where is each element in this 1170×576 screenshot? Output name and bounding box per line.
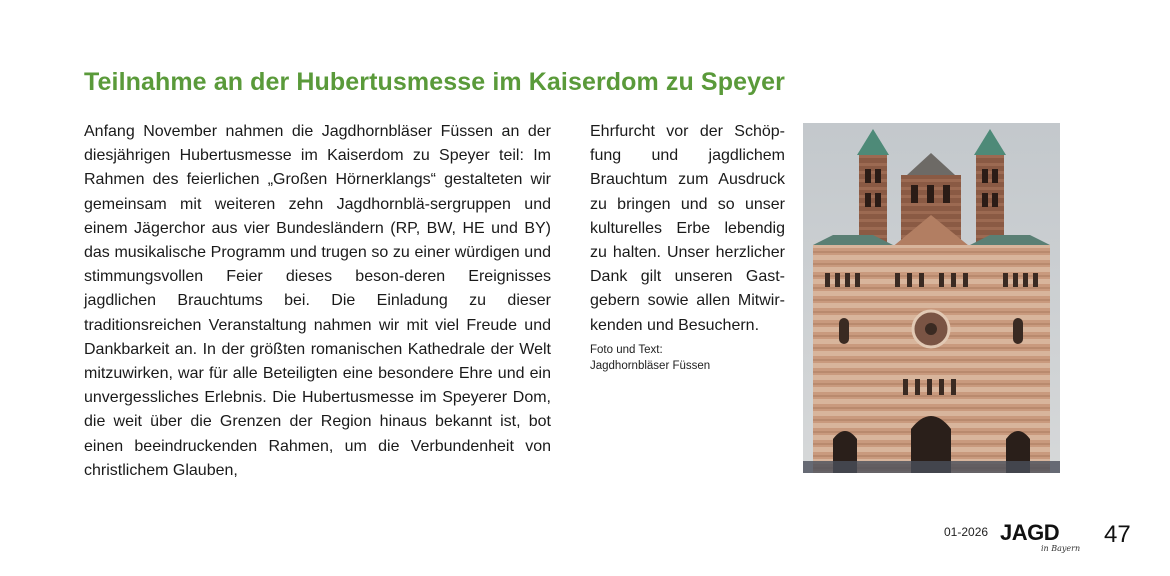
article-headline: Teilnahme an der Hubertusmesse im Kaiserdom zu Speyer (84, 68, 785, 96)
cathedral-illustration (803, 123, 1060, 473)
page-number: 47 (1104, 521, 1131, 548)
cathedral-photo (803, 123, 1060, 473)
photo-credit (590, 342, 710, 374)
article-column-2: Ehrfurcht vor der Schöp-fung und jagdlichem Brauchtum zum Ausdruck zu bringen und so unser kulturelles Erbe lebendig zu halten. Unser herzlicher Dank gilt unseren Gast-gebern sowie allen Mitwir-kenden und Besuchern. (590, 123, 785, 334)
magazine-logo-subtitle: in Bayern (1041, 544, 1081, 553)
article-column-1: Anfang November nahmen die Jagdhornbläser Füssen an der diesjährigen Hubertusmesse im Kaiserdom zu Speyer teil: Im Rahmen des feierlichen „Großen Hörnerklangs“ gestalteten wir gemeinsam mit weiteren zehn Jagdhornblä-sergruppen und einem Jägerchor aus vier Bundesländern (RP, BW, HE und BY) das musikalische Programm und trugen so zu einer würdigen und stimmungsvollen Feier dieses beson-deren Ereignisses jagdlichen Brauchtums bei. Die Einladung zu dieser traditionsreichen Veranstaltung nahmen wir mit viel Freude und Dankbarkeit an. In der größten romanischen Kathedrale der Welt mitzuwirken, war für alle Beteiligten eine besondere Ehre und ein unvergessliches Erlebnis. Die Hubertusmesse im Speyerer Dom, die weit über die Grenzen der Region hinaus bekannt ist, bot einen beeindruckenden Rahmen, um die Verbundenheit von christlichem Glauben, (84, 123, 551, 479)
credit-label: Foto und Text: (590, 344, 663, 356)
magazine-logo: JAGD (1000, 520, 1060, 545)
issue-number: 01-2026 (944, 525, 989, 539)
credit-name: Jagdhornbläser Füssen (590, 360, 711, 372)
